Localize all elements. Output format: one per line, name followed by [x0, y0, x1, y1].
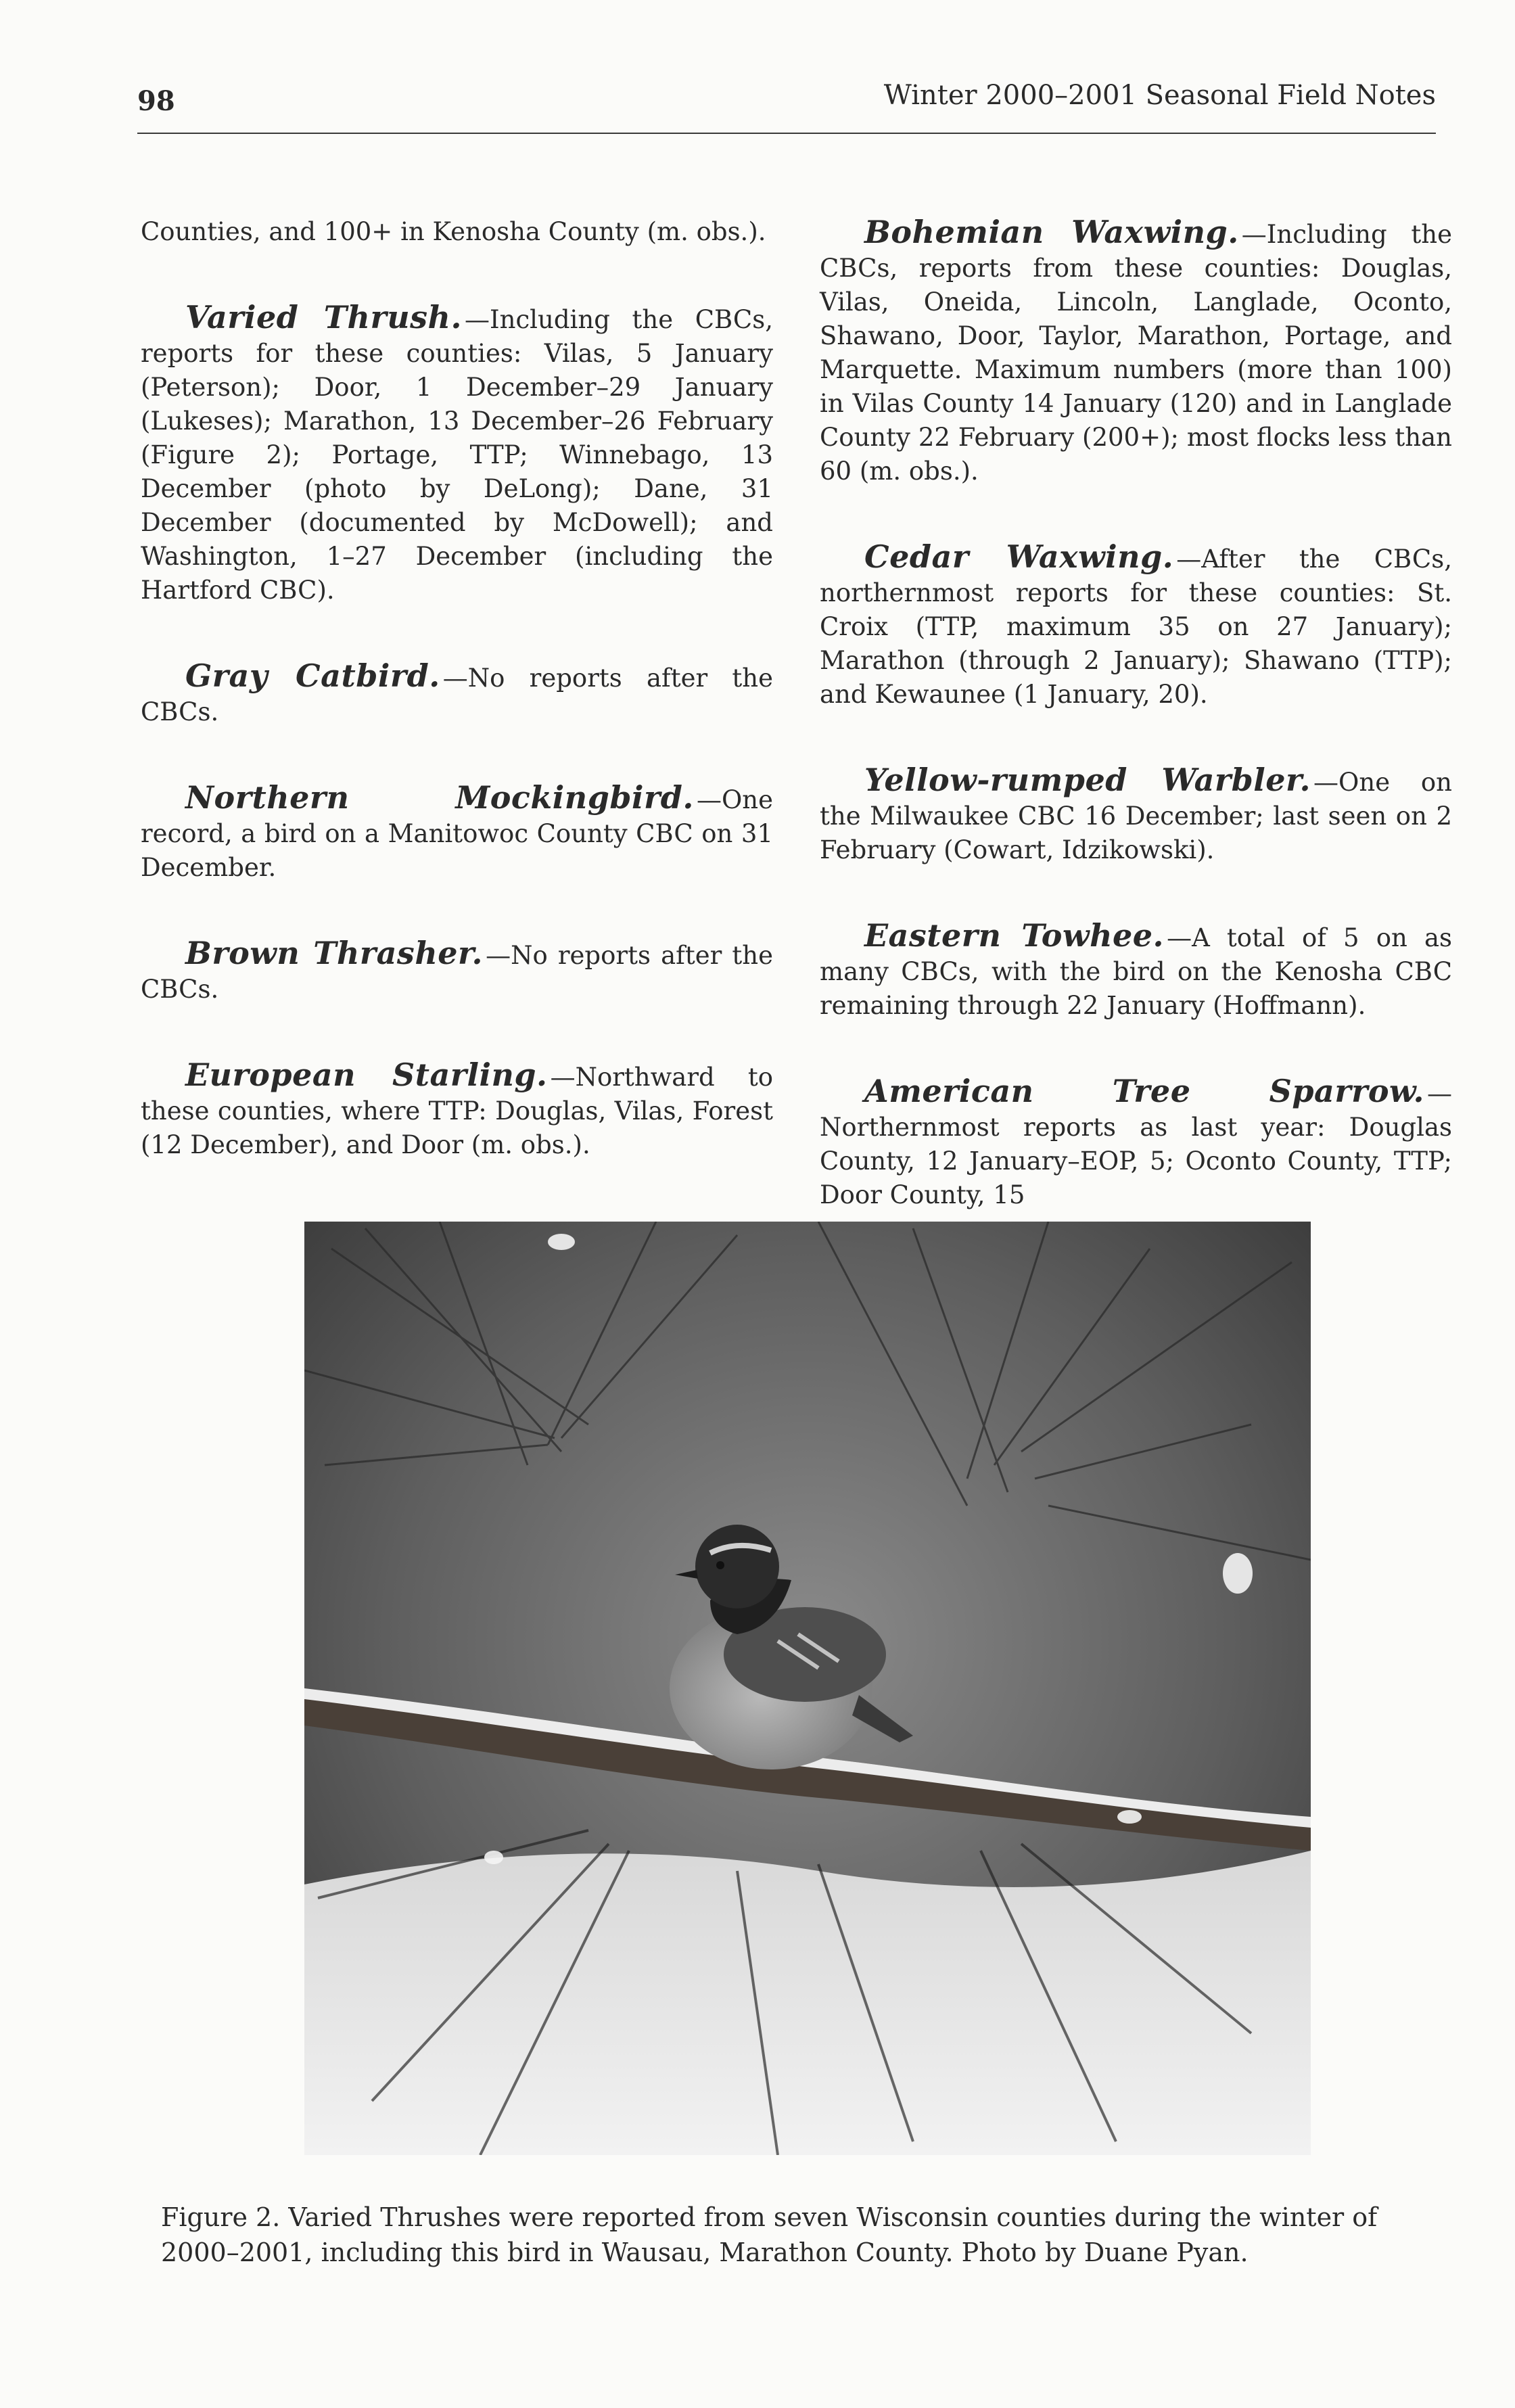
- species-name: Cedar Waxwing.: [864, 538, 1174, 575]
- left-column: [141, 215, 773, 1213]
- species-entry-eastern-towhee: [820, 919, 1452, 1023]
- bird-head: [695, 1525, 779, 1608]
- page-number: 98: [137, 85, 175, 117]
- photo-illustration: [304, 1222, 1311, 2155]
- species-text: —No reports after the CBCs.: [141, 664, 773, 726]
- figure-caption: Figure 2. Varied Thrushes were reported from seven Wisconsin counties during the winter of 2000–2001, including this bird in Wausau, Marathon County. Photo by Duane Pyan.: [161, 2202, 1378, 2267]
- species-text: —Northernmost reports as last year: Douglas County, 12 January–EOP, 5; Oconto County, TTP; Door County, 15: [820, 1079, 1452, 1209]
- species-name: Varied Thrush.: [185, 299, 463, 335]
- page-header: [137, 80, 1436, 134]
- species-entry-gray-catbird: [141, 659, 773, 729]
- species-name: Northern Mockingbird.: [185, 779, 694, 816]
- species-name: Brown Thrasher.: [185, 935, 484, 971]
- species-entry-cedar-waxwing: [820, 540, 1452, 712]
- species-entry-yellow-rumped-warbler: [820, 763, 1452, 867]
- species-text: —A total of 5 on as many CBCs, with the bird on the Kenosha CBC remaining through 22 January (Hoffmann).: [820, 923, 1452, 1020]
- species-text: —After the CBCs, northernmost reports for these counties: St. Croix (TTP, maximum 35 on 27 January); Marathon (through 2 January); Shawano (TTP); and Kewaunee (1 January, 20).: [820, 545, 1452, 709]
- running-head: Winter 2000–2001 Seasonal Field Notes: [883, 80, 1436, 111]
- species-text: —Including the CBCs, reports from these counties: Douglas, Vilas, Oneida, Lincoln, Langlade, Oconto, Shawano, Door, Taylor, Marathon, Portage, and Marquette. Maximum numbers (more than 100) in Vilas County 14 January (120) and in Langlade County 22 February (200+); most flocks less than 60 (m. obs.).: [820, 220, 1452, 486]
- species-entry-bohemian-waxwing: [820, 215, 1452, 488]
- right-column: [820, 215, 1452, 1264]
- snow-ground: [304, 1851, 1311, 2155]
- species-text: —One on the Milwaukee CBC 16 December; last seen on 2 February (Cowart, Idzikowski).: [820, 768, 1452, 864]
- species-entry-brown-thrasher: [141, 936, 773, 1006]
- bird-eye: [716, 1561, 724, 1569]
- species-text: —Including the CBCs, reports for these counties: Vilas, 5 January (Peterson); Door, 1 December–29 January (Lukeses); Marathon, 13 December–26 February (Figure 2); Portage, TTP; Winnebago, 13 December (photo by DeLong); Dane, 31 December (documented by McDowell); and Washington, 1–27 December (including the Hartford CBC).: [141, 305, 773, 605]
- species-entry-varied-thrush: [141, 300, 773, 607]
- continued-text: Counties, and 100+ in Kenosha County (m. obs.).: [141, 217, 766, 246]
- species-name: Yellow-rumped Warbler.: [864, 762, 1311, 798]
- figure-photo-varied-thrush: [304, 1222, 1311, 2155]
- species-text: —Northward to these counties, where TTP: Douglas, Vilas, Forest (12 December), and Door (m. obs.).: [141, 1063, 773, 1159]
- species-name: Gray Catbird.: [185, 657, 440, 694]
- species-text: —One record, a bird on a Manitowoc County CBC on 31 December.: [141, 785, 773, 882]
- species-name: American Tree Sparrow.: [864, 1073, 1424, 1109]
- species-name: Bohemian Waxwing.: [864, 214, 1239, 250]
- species-entry-northern-mockingbird: [141, 781, 773, 885]
- species-entry-american-tree-sparrow: [820, 1074, 1452, 1212]
- species-text: —No reports after the CBCs.: [141, 941, 773, 1004]
- species-entry-european-starling: [141, 1058, 773, 1162]
- species-name: European Starling.: [185, 1057, 548, 1093]
- species-name: Eastern Towhee.: [864, 917, 1165, 954]
